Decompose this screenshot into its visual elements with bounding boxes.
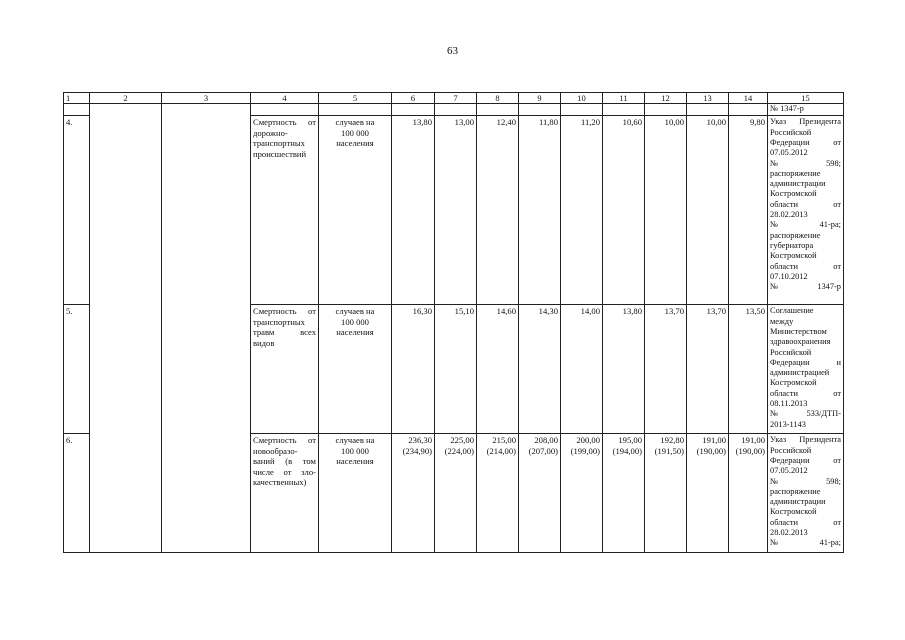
col-header: 14 [729,93,768,104]
col-header: 8 [477,93,519,104]
merged-cell-col3 [162,104,251,553]
source-line: Костромской [770,189,817,199]
value-cell: 10,60 [603,116,645,305]
source-line: области от [770,517,841,527]
source-line: Российской [770,347,812,357]
col-header: 9 [519,93,561,104]
indicator-line: Смертность от [253,306,316,317]
source-line: 07.05.2012 [770,466,808,476]
value-cell: 11,20 [561,116,603,305]
unit-cell: случаев на 100 000 населения [319,116,392,305]
col-header: 4 [251,93,319,104]
row-number: 4. [64,116,90,305]
source-line: Костромской [770,251,817,261]
source-line: здравоохранения [770,337,831,347]
source-line: 28.02.2013 [770,528,808,538]
source-line: Костромской [770,507,817,517]
source-line: Костромской [770,378,817,388]
source-line: 28.02.2013 [770,210,808,220]
value-cell: 9,80 [729,116,768,305]
value-cell: 12,40 [477,116,519,305]
value-cell: 208,00 (207,00) [519,434,561,553]
indicator-cell [251,305,319,434]
source-line: Федерации от [770,138,841,147]
unit-cell: случаев на 100 000 населения [319,305,392,434]
source-line: Федерации и [770,357,841,367]
col-header: 2 [90,93,162,104]
source-line: распоряжение [770,230,821,240]
source-line: № 533/ДТП- [770,409,841,419]
source-cell: № 1347-р [768,104,844,116]
page-number: 63 [447,45,458,57]
col-header: 5 [319,93,392,104]
value-cell: 191,00 (190,00) [729,434,768,553]
source-line: № 598; [770,476,841,486]
source-line: области от [770,261,841,271]
value-cell: 14,00 [561,305,603,434]
source-line: администрации [770,179,826,189]
col-header: 7 [435,93,477,104]
value-cell: 10,00 [645,116,687,305]
source-line: 07.10.2012 [770,271,808,281]
row-number: 6. [64,434,90,553]
col-header: 15 [768,93,844,104]
source-line: № 41-ра; [770,220,841,230]
value-cell: 215,00 (214,00) [477,434,519,553]
indicator-line: транспортных [253,316,305,327]
source-line: 07.05.2012 [770,148,808,158]
value-cell: 11,80 [519,116,561,305]
value-cell: 13,00 [435,116,477,305]
value-cell: 13,80 [603,305,645,434]
source-cell [768,305,844,434]
indicators-table [63,92,844,553]
indicator-line: качественных) [253,477,307,488]
row-number: 5. [64,305,90,434]
continuation-row [64,104,844,116]
source-line: администрацией [770,368,830,378]
value-cell: 195,00 (194,00) [603,434,645,553]
source-line: области от [770,199,841,209]
indicator-cell [251,434,319,553]
indicator-line: ваний (в том [253,456,316,467]
source-line: № 598; [770,158,841,168]
indicator-line: числе от зло- [253,466,316,477]
unit-cell: случаев на 100 000 населения [319,434,392,553]
indicator-line: Смертность от [253,435,316,446]
source-line: № 41-ра; [770,538,841,548]
indicator-line: травм всех [253,327,316,338]
source-line: Федерации от [770,456,841,465]
source-line: губернатора [770,240,814,250]
source-line: 2013-1143 [770,419,806,429]
source-line: 08.11.2013 [770,399,808,409]
source-cell [768,116,844,305]
source-line: области от [770,388,841,398]
value-cell: 225,00 (224,00) [435,434,477,553]
source-line: распоряжение [770,168,821,178]
value-cell: 16,30 [392,305,435,434]
source-line: Соглашение [770,306,814,316]
value-cell: 13,50 [729,305,768,434]
value-cell: 15,10 [435,305,477,434]
header-row [64,93,844,104]
indicator-line: транспортных [253,138,305,149]
col-header: 1 [64,93,90,104]
col-header: 11 [603,93,645,104]
value-cell: 14,60 [477,305,519,434]
indicator-cell [251,116,319,305]
source-line: администрации [770,497,826,507]
source-line: распоряжение [770,486,821,496]
col-header: 3 [162,93,251,104]
value-cell: 13,70 [687,305,729,434]
col-header: 13 [687,93,729,104]
source-line: Российской [770,445,812,455]
indicator-line: происшествий [253,148,307,159]
value-cell: 191,00 (190,00) [687,434,729,553]
value-cell: 200,00 (199,00) [561,434,603,553]
source-cell [768,434,844,553]
source-line: между [770,316,794,326]
value-cell: 192,80 (191,50) [645,434,687,553]
indicator-line: Смертность от [253,117,316,128]
merged-cell-col2 [90,104,162,553]
source-line: № 1347-р [770,282,841,292]
col-header: 12 [645,93,687,104]
source-line: Российской [770,127,812,137]
value-cell: 236,30 (234,90) [392,434,435,553]
value-cell: 13,70 [645,305,687,434]
value-cell: 14,30 [519,305,561,434]
col-header: 6 [392,93,435,104]
indicator-line: новообразо- [253,445,298,456]
source-line: Указ Президента [770,117,841,127]
source-line: Указ Президента [770,435,841,445]
source-line: Министерством [770,327,827,336]
value-cell: 13,80 [392,116,435,305]
value-cell: 10,00 [687,116,729,305]
col-header: 10 [561,93,603,104]
indicator-line: дорожно- [253,127,288,138]
indicator-line: видов [253,337,275,348]
